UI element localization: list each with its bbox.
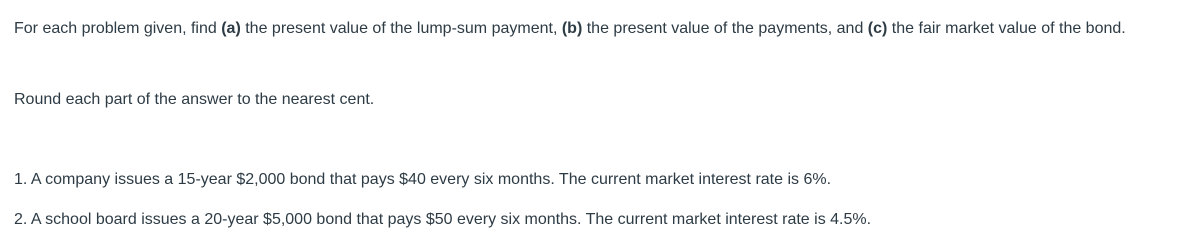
intro-text-3: the present value of the payments, and (582, 20, 868, 37)
part-a-label: (a) (221, 20, 241, 37)
rounding-instruction: Round each part of the answer to the nearest cent. (14, 91, 375, 108)
part-b-label: (b) (561, 20, 583, 37)
intro-text-2: the present value of the lump-sum payment, (240, 20, 562, 37)
intro-text-4: the fair market value of the bond. (887, 20, 1126, 37)
problem-2: 2. A school board issues a 20-year $5,000 bond that pays $50 every six months. The current market interest rate is 4.5%. (14, 211, 872, 228)
instructions-paragraph (14, 16, 1196, 42)
part-c-label: (c) (867, 20, 888, 37)
intro-text-1: For each problem given, find (14, 20, 222, 37)
problem-1: 1. A company issues a 15-year $2,000 bond that pays $40 every six months. The current market interest rate is 6%. (14, 171, 832, 188)
